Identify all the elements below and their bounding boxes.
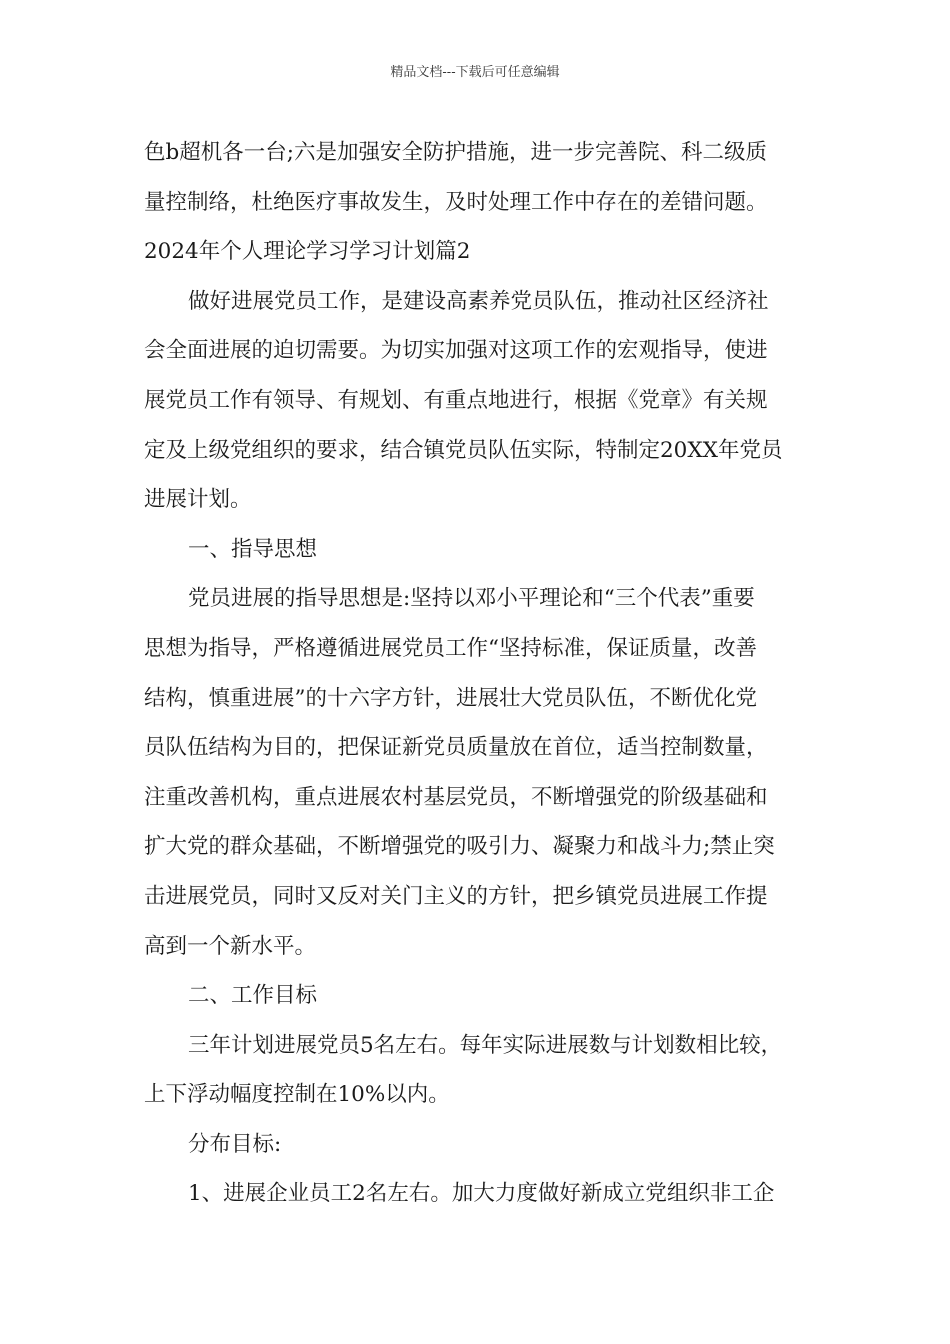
text-line: 高到一个新水平。 [144,933,317,959]
text-line: 扩大党的群众基础，不断增强党的吸引力、凝聚力和战斗力;禁止突 [144,834,775,860]
text-line: 思想为指导，严格遵循进展党员工作“坚持标准，保证质量，改善 [144,635,757,661]
text-line: 二、工作目标 [188,983,318,1009]
text-line: 注重改善机构，重点进展农村基层党员，不断增强党的阶级基础和 [144,784,768,810]
text-line: 展党员工作有领导、有规划、有重点地进行，根据《党章》有关规 [144,387,768,413]
text-line: 1、进展企业员工2名左右。加大力度做好新成立党组织非工企 [188,1181,775,1207]
text-line: 一、指导思想 [188,536,318,562]
text-line: 击进展党员，同时又反对关门主义的方针，把乡镇党员进展工作提 [144,883,768,909]
text-line: 定及上级党组织的要求，结合镇党员队伍实际，特制定20XX年党员 [144,437,783,463]
text-line: 进展计划。 [144,487,252,513]
page-header: 精品文档---下载后可任意编辑 [390,65,560,80]
text-line: 量控制络，杜绝医疗事故发生，及时处理工作中存在的差错问题。 [144,189,768,215]
text-line: 做好进展党员工作，是建设高素养党员队伍，推动社区经济社 [188,288,769,314]
text-line: 党员进展的指导思想是:坚持以邓小平理论和“三个代表”重要 [188,586,755,612]
text-line: 上下浮动幅度控制在10%以内。 [144,1082,450,1108]
text-line: 员队伍结构为目的，把保证新党员质量放在首位，适当控制数量， [144,735,768,761]
text-line: 分布目标: [188,1131,282,1157]
text-line: 会全面进展的迫切需要。为切实加强对这项工作的宏观指导，使进 [144,338,768,364]
text-line: 色b超机各一台;六是加强安全防护措施，进一步完善院、科二级质 [144,140,768,165]
text-line: 2024年个人理论学习学习计划篇2 [144,239,471,265]
document-body [144,128,814,1219]
text-line: 三年计划进展党员5名左右。每年实际进展数与计划数相比较， [188,1032,783,1058]
text-line: 结构，慎重进展”的十六字方针，进展壮大党员队伍，不断优化党 [144,685,757,711]
